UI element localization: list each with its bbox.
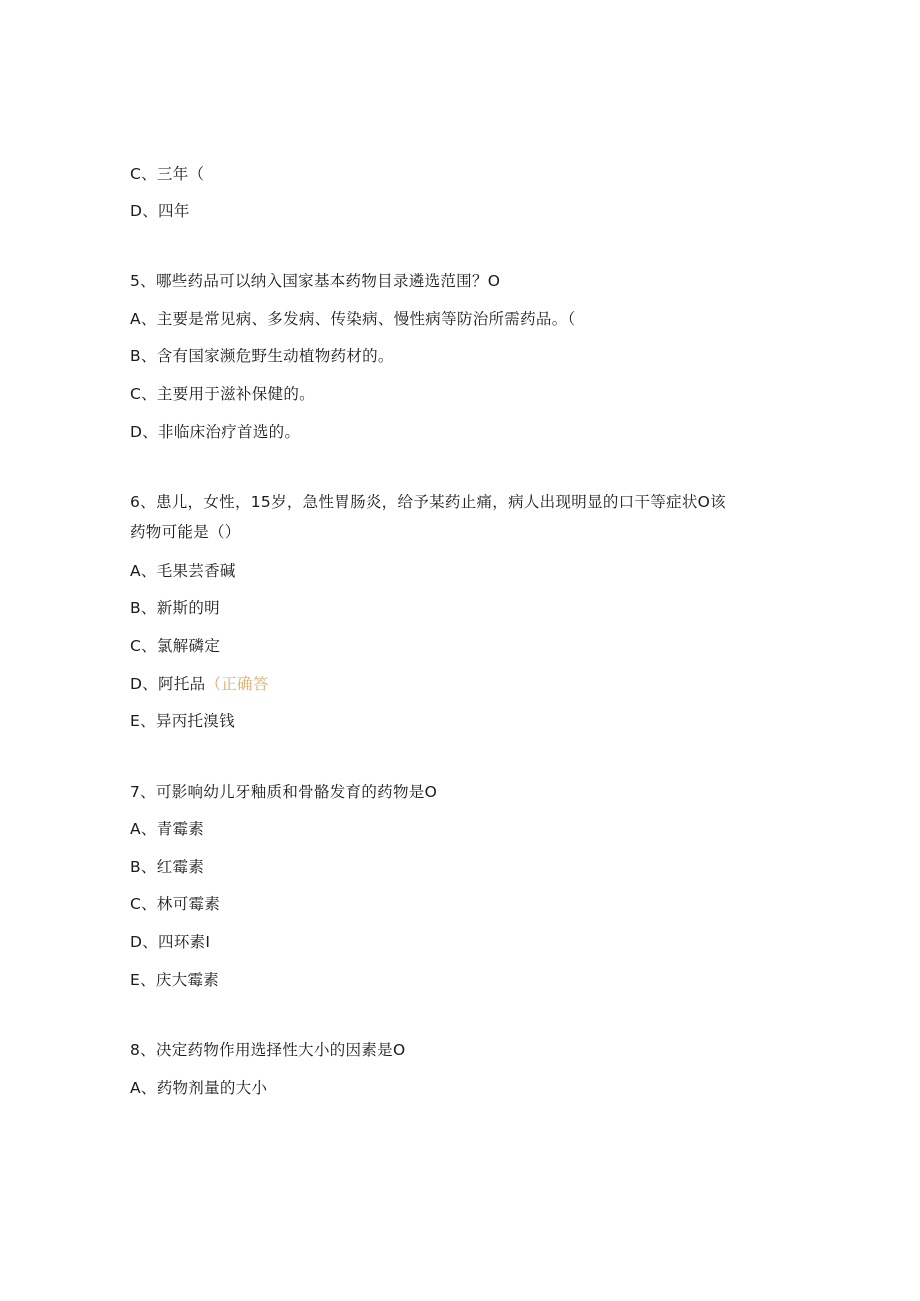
q5-option-b: B、含有国家濒危野生动植物药材的。 (130, 347, 394, 365)
q4-option-c: C、三年（ (130, 165, 205, 183)
q6-option-d (130, 674, 269, 694)
q6-option-b: B、新斯的明 (130, 599, 220, 617)
q5-option-d: D、非临床治疗首选的。 (130, 423, 301, 441)
q8-option-a: A、药物剂量的大小 (130, 1079, 268, 1097)
q7-option-e: E、庆大霉素 (130, 971, 220, 989)
q6-option-e: E、异丙托溴钱 (130, 712, 235, 730)
q7-option-d: D、四环素I (130, 933, 211, 951)
answer-hint: （正确答 (205, 675, 269, 693)
q6-option-a: A、毛果芸香碱 (130, 562, 236, 580)
q7-option-b: B、红霉素 (130, 858, 205, 876)
q6-option-c: C、氯解磷定 (130, 637, 221, 655)
q7-option-c: C、林可霉素 (130, 895, 221, 913)
q5-option-c: C、主要用于滋补保健的。 (130, 385, 315, 403)
question-8: 8、决定药物作用选择性大小的因素是O (130, 1041, 406, 1059)
q6-option-d-text: D、阿托品 (130, 675, 206, 693)
question-6-line-2: 药物可能是（） (130, 523, 241, 541)
question-7: 7、可影响幼儿牙釉质和骨骼发育的药物是O (130, 783, 438, 801)
q7-option-a: A、青霉素 (130, 820, 205, 838)
question-6-line-1: 6、患儿，女性，15岁，急性胃肠炎，给予某药止痛，病人出现明显的口干等症状O该 (130, 493, 726, 511)
q5-option-a: A、主要是常见病、多发病、传染病、慢性病等防治所需药品。（ (130, 310, 576, 328)
q4-option-d: D、四年 (130, 202, 190, 220)
question-5: 5、哪些药品可以纳入国家基本药物目录遴选范围？O (130, 272, 501, 290)
